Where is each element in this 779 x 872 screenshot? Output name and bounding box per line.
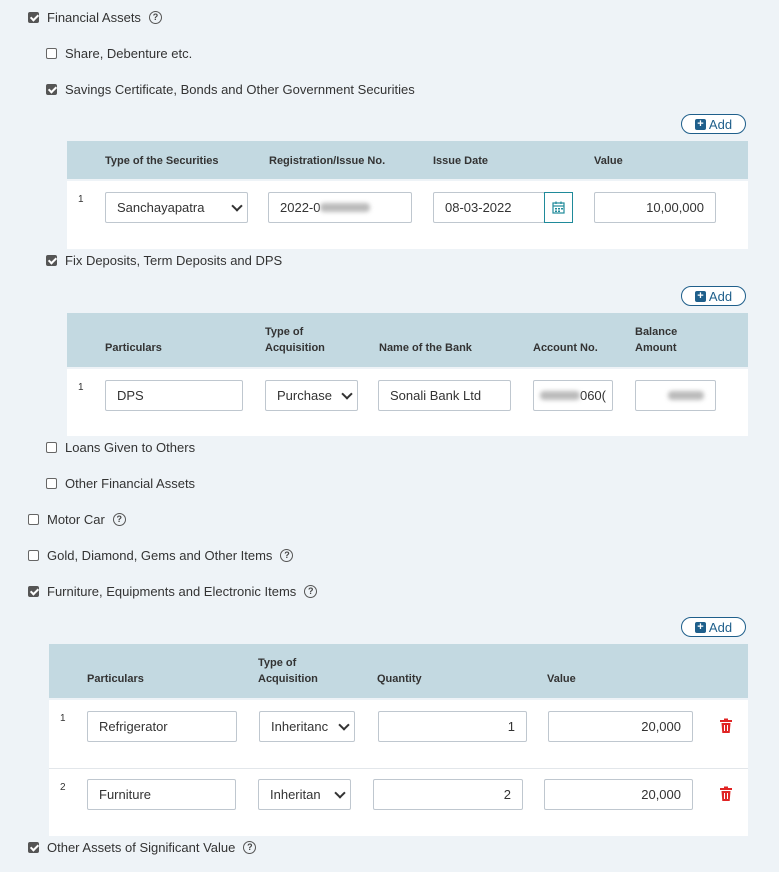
furniture-acquisition-select[interactable]: Inheritan xyxy=(258,779,351,810)
redacted-text xyxy=(320,203,370,212)
table-row xyxy=(67,181,748,249)
trash-icon[interactable] xyxy=(719,718,733,734)
other-assets-option[interactable] xyxy=(28,837,256,857)
column-header: Quantity xyxy=(377,673,422,685)
savings-checkbox[interactable] xyxy=(46,84,57,95)
furniture-value-input[interactable]: 20,000 xyxy=(544,779,693,810)
row-number: 2 xyxy=(60,782,66,793)
plus-square-icon: + xyxy=(695,291,706,302)
furniture-acquisition-select[interactable]: Inheritanc xyxy=(259,711,355,742)
table-row xyxy=(49,700,748,768)
column-header: Registration/Issue No. xyxy=(269,155,386,167)
column-header: Issue Date xyxy=(433,155,489,167)
account-number-input[interactable]: 060( xyxy=(533,380,613,411)
row-number: 1 xyxy=(60,713,66,724)
financial-assets-checkbox[interactable] xyxy=(28,12,39,23)
savings-option[interactable] xyxy=(46,79,415,99)
furniture-particulars-input[interactable]: Refrigerator xyxy=(87,711,237,742)
furniture-value-input[interactable]: 20,000 xyxy=(548,711,693,742)
furniture-table-header xyxy=(49,644,748,698)
fix-deposits-label: Fix Deposits, Term Deposits and DPS xyxy=(65,252,283,268)
furniture-checkbox[interactable] xyxy=(28,586,39,597)
calendar-icon xyxy=(552,201,565,214)
share-label: Share, Debenture etc. xyxy=(65,45,193,61)
furniture-option[interactable] xyxy=(28,581,317,601)
help-icon[interactable]: ? xyxy=(243,841,256,854)
column-header: Acquisition xyxy=(265,342,325,354)
row-number: 1 xyxy=(78,382,84,393)
add-security-button[interactable]: + Add xyxy=(681,114,746,134)
column-header: Particulars xyxy=(105,342,162,354)
deposit-acquisition-select[interactable]: Purchase xyxy=(265,380,358,411)
loans-label: Loans Given to Others xyxy=(65,439,196,455)
quantity-input[interactable]: 2 xyxy=(373,779,523,810)
fix-deposits-checkbox[interactable] xyxy=(46,255,57,266)
issue-date-input[interactable]: 08-03-2022 xyxy=(433,192,545,223)
chevron-down-icon xyxy=(231,200,242,211)
add-furniture-button[interactable]: + Add xyxy=(681,617,746,637)
motor-car-option[interactable] xyxy=(28,509,126,529)
quantity-input[interactable]: 1 xyxy=(378,711,527,742)
trash-icon[interactable] xyxy=(719,786,733,802)
other-assets-label: Other Assets of Significant Value xyxy=(47,839,236,855)
help-icon[interactable]: ? xyxy=(113,513,126,526)
table-row xyxy=(49,769,748,836)
row-number: 1 xyxy=(78,194,84,205)
gold-option[interactable] xyxy=(28,545,293,565)
bank-name-input[interactable]: Sonali Bank Ltd xyxy=(378,380,511,411)
other-financial-checkbox[interactable] xyxy=(46,478,57,489)
securities-table-header xyxy=(67,141,748,179)
gold-checkbox[interactable] xyxy=(28,550,39,561)
motor-car-label: Motor Car xyxy=(47,511,105,527)
column-header: Value xyxy=(594,155,623,167)
deposits-table-header xyxy=(67,313,748,367)
chevron-down-icon xyxy=(338,719,349,730)
financial-assets-option[interactable] xyxy=(28,7,162,27)
column-header: Type of xyxy=(265,326,304,338)
column-header: Type of the Securities xyxy=(105,155,219,167)
table-row xyxy=(67,369,748,436)
plus-square-icon: + xyxy=(695,119,706,130)
furniture-table-body xyxy=(49,700,748,836)
column-header: Amount xyxy=(635,342,677,354)
share-option[interactable] xyxy=(46,43,192,63)
fix-deposits-option[interactable] xyxy=(46,250,282,270)
column-header: Value xyxy=(547,673,576,685)
financial-assets-label: Financial Assets xyxy=(47,9,141,25)
furniture-particulars-input[interactable]: Furniture xyxy=(87,779,236,810)
column-header: Type of xyxy=(258,657,297,669)
add-deposit-button[interactable]: + Add xyxy=(681,286,746,306)
redacted-text xyxy=(540,391,580,400)
security-value-input[interactable]: 10,00,000 xyxy=(594,192,716,223)
redacted-text xyxy=(668,391,704,400)
savings-label: Savings Certificate, Bonds and Other Government Securities xyxy=(65,81,415,97)
registration-input[interactable]: 2022-0 xyxy=(268,192,412,223)
column-header: Particulars xyxy=(87,673,144,685)
column-header: Acquisition xyxy=(258,673,318,685)
chevron-down-icon xyxy=(341,388,352,399)
deposit-particulars-input[interactable]: DPS xyxy=(105,380,243,411)
calendar-button[interactable] xyxy=(544,192,573,223)
other-financial-label: Other Financial Assets xyxy=(65,475,196,491)
other-financial-option[interactable] xyxy=(46,473,195,493)
share-checkbox[interactable] xyxy=(46,48,57,59)
security-type-select[interactable]: Sanchayapatra xyxy=(105,192,248,223)
other-assets-checkbox[interactable] xyxy=(28,842,39,853)
help-icon[interactable]: ? xyxy=(304,585,317,598)
help-icon[interactable]: ? xyxy=(149,11,162,24)
motor-car-checkbox[interactable] xyxy=(28,514,39,525)
balance-amount-input[interactable] xyxy=(635,380,716,411)
plus-square-icon: + xyxy=(695,622,706,633)
column-header: Account No. xyxy=(533,342,598,354)
chevron-down-icon xyxy=(334,787,345,798)
column-header: Name of the Bank xyxy=(379,342,472,354)
furniture-label: Furniture, Equipments and Electronic Items xyxy=(47,583,297,599)
loans-checkbox[interactable] xyxy=(46,442,57,453)
loans-option[interactable] xyxy=(46,437,195,457)
help-icon[interactable]: ? xyxy=(280,549,293,562)
gold-label: Gold, Diamond, Gems and Other Items xyxy=(47,547,273,563)
column-header: Balance xyxy=(635,326,678,338)
